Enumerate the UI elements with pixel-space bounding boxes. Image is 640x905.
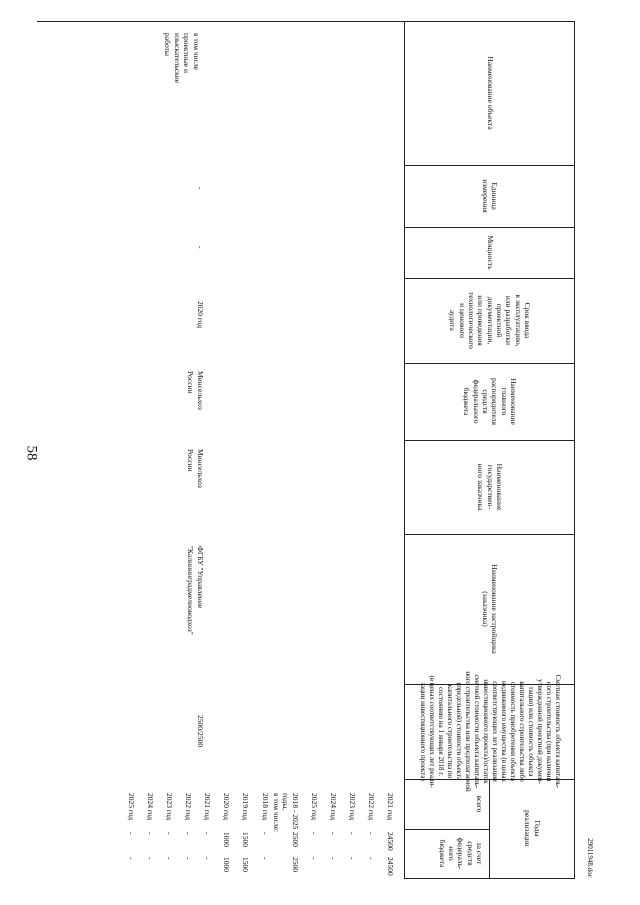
grid-line xyxy=(405,878,575,879)
page-number: 58 xyxy=(23,445,40,461)
row-federal: 1000 xyxy=(222,857,231,872)
row-federal: - xyxy=(184,857,193,860)
row-year: 2025 год xyxy=(310,793,319,821)
row-federal: - xyxy=(146,857,155,860)
row-year: 2021 год xyxy=(203,793,212,821)
row-federal: - xyxy=(348,857,357,860)
row-federal: - xyxy=(329,857,338,860)
row-year: 2021 год xyxy=(386,793,395,821)
header-estimated-cost: Сметная стоимость объекта капиталь- ного строительства (при наличии утвержденной проектной докумен- тации) или стоимость объекта капитального строительства либо стоимость приобретения объекта недвижимого имущества (в ценах соответствующих лет реализации инвестиционного проекта)/остаток сметной стоимости объекта капиталь- ного строительства или предполагаемой (предельной) стоимости объекта капитального строительства по состоянию на 1 января 2018 г. (в ценах соответствующих лет реали- зации инвестиционного проекта) xyxy=(419,671,562,792)
row-year: 2018 - 2025 годы, в том числе: xyxy=(272,793,300,833)
row-total: - xyxy=(127,832,136,835)
header-state-customer: Наименование государствен- ного заказчика xyxy=(476,463,504,511)
row-year: 2022 год xyxy=(367,793,376,821)
body-object-name: в том числе проектные и изыскательские работы xyxy=(163,33,201,84)
body-estimated-cost: 2500/2500 xyxy=(196,715,205,748)
body-state-customer: Минсельхоз России xyxy=(186,449,205,488)
row-federal: - xyxy=(203,857,212,860)
header-capacity: Мощность xyxy=(485,235,495,270)
header-deadline: Срок ввода в эксплуатацию, или разработки проектной документации, или проведения технологического и ценового аудита xyxy=(448,292,532,349)
header-chief-manager: Наименование главного распорядителя средств федерального бюджета xyxy=(462,378,518,425)
row-year: 2020 год xyxy=(222,793,231,821)
header-funding-federal: за счет средств федераль- ного бюджета xyxy=(437,837,484,870)
row-year: 2024 год xyxy=(329,793,338,821)
body-deadline: 2020 год xyxy=(196,301,205,329)
document-table xyxy=(37,21,575,879)
row-total: - xyxy=(310,832,319,835)
header-years: Годы реализации xyxy=(523,810,542,847)
header-developer: Наименование застройщика (заказчика) xyxy=(481,564,500,654)
row-total: - xyxy=(146,832,155,835)
row-total: - xyxy=(367,832,376,835)
row-total: 1500 xyxy=(241,832,250,847)
row-total: 2500 xyxy=(291,832,300,847)
row-federal: 2500 xyxy=(291,857,300,872)
row-federal: - xyxy=(310,857,319,860)
body-capacity: - xyxy=(196,246,205,249)
row-total: - xyxy=(329,832,338,835)
row-total: - xyxy=(348,832,357,835)
row-year: 2022 год xyxy=(184,793,193,821)
row-federal: 24500 xyxy=(386,857,395,876)
row-total: - xyxy=(261,832,270,835)
rotated-table xyxy=(37,21,575,879)
body-developer: ФГБУ "Управление "Калининградмелиоводхоз" xyxy=(186,546,205,635)
body-chief-manager: Минсельхоз России xyxy=(186,371,205,410)
header-object-name: Наименование объекта xyxy=(485,56,495,130)
row-total: 1000 xyxy=(222,832,231,847)
row-total: - xyxy=(203,832,212,835)
row-year: 2024 год xyxy=(146,793,155,821)
header-funding-total: всего xyxy=(475,795,484,813)
row-year: 2023 год xyxy=(348,793,357,821)
row-federal: - xyxy=(261,857,270,860)
row-year: 2018 год xyxy=(261,793,270,821)
row-year: 2023 год xyxy=(165,793,174,821)
row-total: 24500 xyxy=(386,832,395,851)
row-year: 2025 год xyxy=(127,793,136,821)
header-unit: Единица измерения xyxy=(481,179,500,213)
row-total: - xyxy=(184,832,193,835)
row-federal: - xyxy=(367,857,376,860)
document-code: 29011948.doc xyxy=(586,838,594,878)
row-year: 2019 год xyxy=(241,793,250,821)
row-federal: - xyxy=(127,857,136,860)
row-federal: 1500 xyxy=(241,857,250,872)
body-unit: - xyxy=(196,187,205,190)
row-total: - xyxy=(165,832,174,835)
row-federal: - xyxy=(165,857,174,860)
